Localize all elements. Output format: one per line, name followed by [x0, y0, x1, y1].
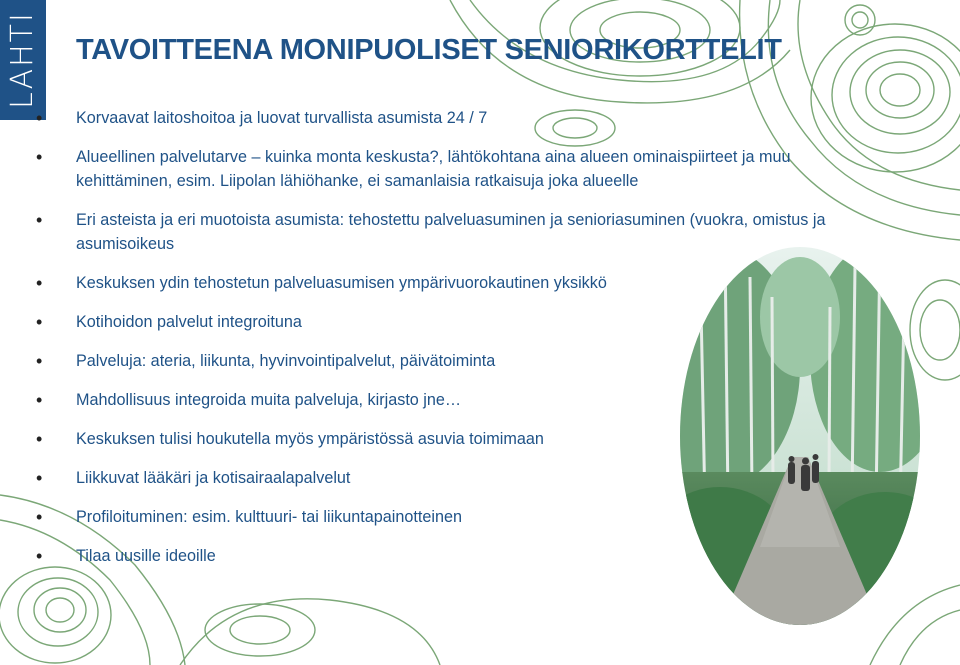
- bullet-item: • Profiloituminen: esim. kulttuuri- tai liikuntapainotteinen: [36, 505, 856, 529]
- bullet-item: • Keskuksen ydin tehostetun palveluasumisen ympärivuorokautinen yksikkö: [36, 271, 856, 295]
- bullet-item: • Eri asteista ja eri muotoista asumista: tehostettu palveluasuminen ja senioriasuminen (vuokra, omistus ja asumisoikeus: [36, 208, 856, 256]
- bullet-item: • Tilaa uusille ideoille: [36, 544, 856, 568]
- bullet-item: • Keskuksen tulisi houkutella myös ympäristössä asuvia toimimaan: [36, 427, 856, 451]
- bullet-item: • Alueellinen palvelutarve – kuinka monta keskusta?, lähtökohtana aina alueen ominaispiirteet ja muu kehittäminen, esim. Liipolan lähiöhanke, ei samanlaisia ratkaisuja joka alueelle: [36, 145, 856, 193]
- logo-text: LAHTI: [5, 11, 40, 109]
- birch-forest-path-photo: [680, 247, 920, 625]
- bullet-item: • Kotihoidon palvelut integroituna: [36, 310, 856, 334]
- bullet-item: • Liikkuvat lääkäri ja kotisairaalapalvelut: [36, 466, 856, 490]
- lahti-logo: [0, 0, 46, 120]
- bullet-item: • Korvaavat laitoshoitoa ja luovat turvallista asumista 24 / 7: [36, 106, 856, 130]
- page-title: TAVOITTEENA MONIPUOLISET SENIORIKORTTELIT: [76, 34, 782, 66]
- bullet-item: • Palveluja: ateria, liikunta, hyvinvointipalvelut, päivätoiminta: [36, 349, 856, 373]
- bullet-item: • Mahdollisuus integroida muita palveluja, kirjasto jne…: [36, 388, 856, 412]
